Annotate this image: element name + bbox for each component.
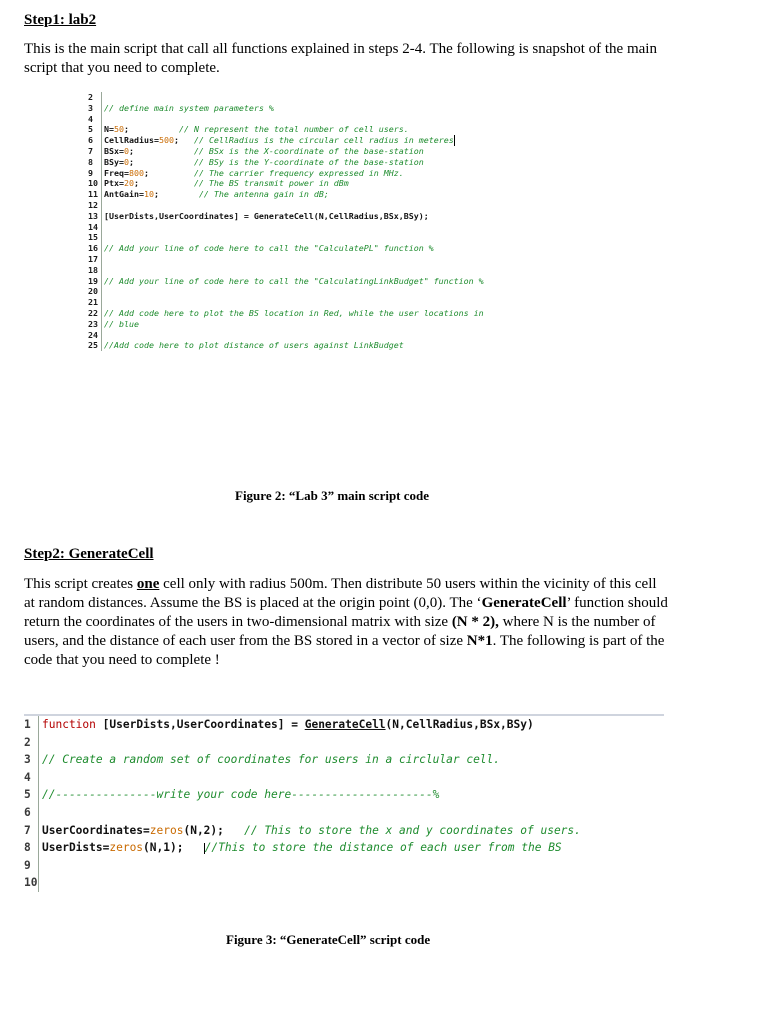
code-line: 10 Ptx=20; // The BS transmit power in dBm (88, 178, 349, 189)
code-line: 12 (88, 200, 588, 211)
step2-paragraph: This script creates one cell only with radius 500m. Then distribute 50 users within the vicinity of this cell at random distances. Assume the BS is placed at the origin point (0,0). The ‘GenerateCell’ function should return the coordinates of the users in two-dimensional matrix with size (N * 2), where N is the number of users, and the distance of each user from the BS stored in a vector of size N*1. The following is part of the code that you need to complete ! (24, 576, 668, 668)
code-line: 17 (88, 254, 588, 265)
code-line: 22 // Add code here to plot the BS location in Red, while the user locations in (88, 307, 484, 318)
code-line: 19 // Add your line of code here to call the "CalculatingLinkBudget" function % (88, 275, 484, 286)
code-line: 6 CellRadius=500; // CellRadius is the circular cell radius in meteres (88, 135, 454, 146)
code-line: 4 (88, 114, 588, 125)
code-line: 7 UserCoordinates=zeros(N,2); // This to store the x and y coordinates of users. (24, 822, 664, 840)
code-line: 7 BSx=0; // BSx is the X-coordinate of the base-station (88, 145, 424, 156)
code-line: 5 N=50; // N represent the total number of cell users. (88, 124, 409, 135)
generatecell-code-snapshot (24, 714, 664, 922)
code-line: 4 (24, 769, 664, 787)
figure3-caption: Figure 3: “GenerateCell” script code (226, 932, 431, 947)
code-line: 6 (24, 804, 664, 822)
code-line: 11 AntGain=10; // The antenna gain in dB; (88, 189, 329, 200)
code-line: 3 // define main system parameters % (88, 102, 274, 113)
main-script-code-snapshot (88, 92, 588, 452)
code-line: 2 (24, 734, 664, 752)
code-line: 3 // Create a random set of coordinates for users in a circlular cell. (24, 751, 664, 769)
figure2-caption: Figure 2: “Lab 3” main script code (235, 488, 430, 503)
code-line: 24 (88, 330, 588, 341)
code-line: 13 [UserDists,UserCoordinates] = GenerateCell(N,CellRadius,BSx,BSy); (88, 210, 429, 221)
step1-paragraph: This is the main script that call all functions explained in steps 2-4. The following is snapshot of the main script that you need to complete. (24, 41, 657, 76)
code-line: 15 (88, 232, 588, 243)
code-line: 20 (88, 286, 588, 297)
code-line: 23 // blue (88, 318, 139, 329)
code-line: 2 (88, 92, 588, 103)
text-cursor (454, 135, 455, 146)
code-line: 1 function [UserDists,UserCoordinates] = GenerateCell(N,CellRadius,BSx,BSy) (24, 716, 664, 734)
step1-heading: Step1: lab2 (24, 12, 97, 28)
code-line: 25 //Add code here to plot distance of users against LinkBudget (88, 340, 404, 351)
code-line: 9 Freq=800; // The carrier frequency expressed in MHz. (88, 167, 404, 178)
code-line: 21 (88, 297, 588, 308)
code-line: 5 //---------------write your code here---------------------% (24, 786, 664, 804)
code-line: 8 UserDists=zeros(N,1); //This to store the distance of each user from the BS (24, 839, 664, 857)
code-line: 14 (88, 222, 588, 233)
code-line: 16 // Add your line of code here to call the "CalculatePL" function % (88, 243, 434, 254)
code-line: 9 (24, 857, 664, 875)
step2-heading: Step2: GenerateCell (24, 546, 154, 562)
code-line: 8 BSy=0; // BSy is the Y-coordinate of the base-station (88, 156, 424, 167)
code-line: 10 (24, 874, 664, 892)
code-line: 18 (88, 265, 588, 276)
